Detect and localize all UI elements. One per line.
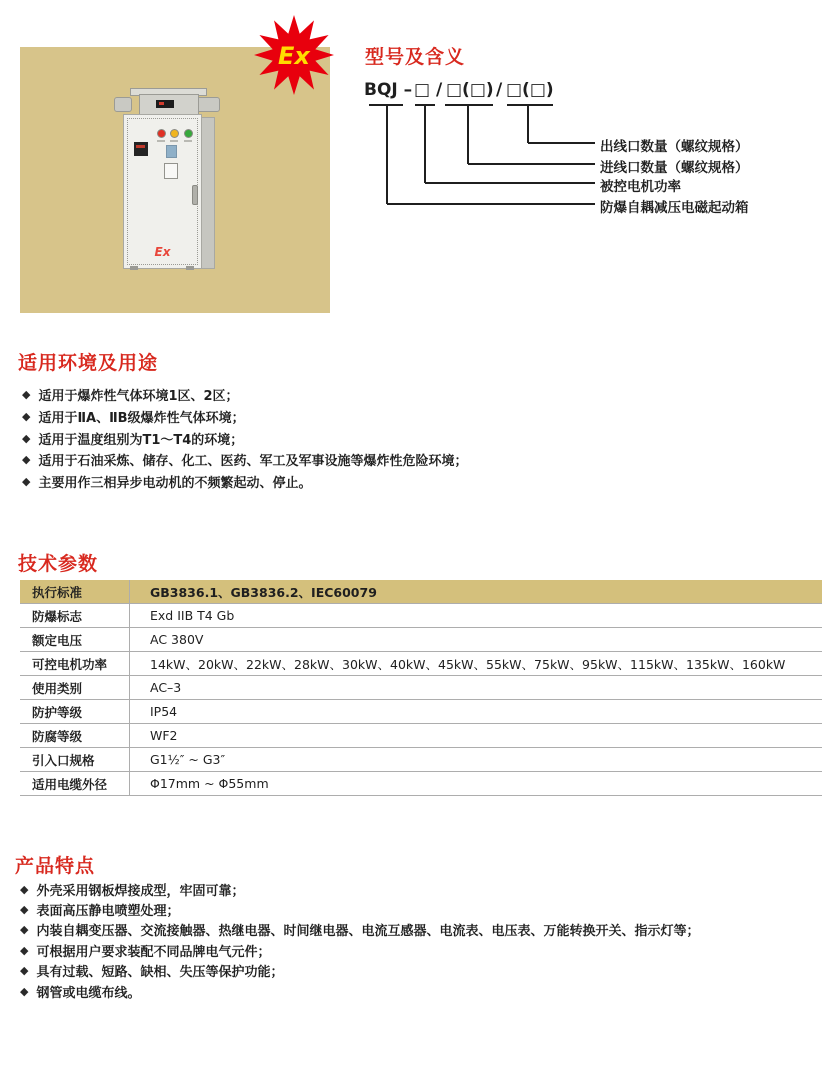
usage-section-title: 适用环境及用途 xyxy=(18,352,159,374)
spec-label: 执行标准 xyxy=(20,580,130,603)
feature-item xyxy=(20,879,699,899)
ex-starburst-badge xyxy=(252,15,338,95)
model-code-slash1: / xyxy=(436,80,443,100)
specs-section-title: 技术参数 xyxy=(18,553,99,575)
feature-item xyxy=(20,981,699,1001)
table-row xyxy=(20,747,822,771)
model-code-prefix: BQJ – xyxy=(364,80,413,100)
panel-meter xyxy=(164,163,178,179)
diamond-bullet-icon: ◆ xyxy=(20,923,29,937)
spec-label: 额定电压 xyxy=(20,628,130,651)
features-list xyxy=(20,879,699,1001)
spec-label: 可控电机功率 xyxy=(20,652,130,675)
callout-motor-power: 被控电机功率 xyxy=(600,179,681,195)
spec-label: 防爆标志 xyxy=(20,604,130,627)
feature-item xyxy=(20,961,699,981)
diamond-bullet-icon: ◆ xyxy=(20,903,29,917)
table-row xyxy=(20,580,822,603)
diamond-bullet-icon: ◆ xyxy=(20,943,29,957)
diamond-bullet-icon: ◆ xyxy=(22,410,31,424)
feature-item-text: 具有过载、短路、缺相、失压等保护功能； xyxy=(36,965,284,981)
indicator-lamp-yellow xyxy=(170,129,179,138)
usage-item xyxy=(22,449,467,471)
table-row xyxy=(20,723,822,747)
door-handle xyxy=(192,185,198,205)
diamond-bullet-icon: ◆ xyxy=(22,475,31,489)
feature-item-text: 内装自耦变压器、交流接触器、热继电器、时间继电器、电流互感器、电流表、电压表、万能转换开关、指示灯等； xyxy=(36,924,700,940)
model-code-slash2: / xyxy=(496,80,503,100)
indicator-lamp-red xyxy=(157,129,166,138)
cabinet-front-door xyxy=(123,114,202,269)
model-callout-lines xyxy=(360,100,610,212)
ex-badge-text: Ex xyxy=(278,42,310,70)
indicator-lamp-green xyxy=(184,129,193,138)
breaker-unit xyxy=(134,142,148,156)
callout-outlet-count: 出线口数量（螺纹规格） xyxy=(600,139,749,155)
feature-item xyxy=(20,899,699,919)
features-section-title: 产品特点 xyxy=(15,855,96,877)
table-row xyxy=(20,699,822,723)
feature-item-text: 可根据用户要求装配不同品牌电气元件； xyxy=(36,944,271,960)
model-code-box1: □ xyxy=(414,80,431,100)
usage-list xyxy=(22,384,467,492)
spec-value: AC 380V xyxy=(150,632,204,647)
diamond-bullet-icon: ◆ xyxy=(22,388,31,402)
diamond-bullet-icon: ◆ xyxy=(20,882,29,896)
usage-item xyxy=(22,406,467,428)
feature-item xyxy=(20,940,699,960)
usage-item-text: 主要用作三相异步电动机的不频繁起动、停止。 xyxy=(38,476,312,492)
table-row xyxy=(20,771,822,795)
spec-value: GB3836.1、GB3836.2、IEC60079 xyxy=(150,584,377,600)
usage-item xyxy=(22,384,467,406)
spec-label: 防护等级 xyxy=(20,700,130,723)
cabinet-side-panel xyxy=(201,117,215,269)
table-row xyxy=(20,627,822,651)
diamond-bullet-icon: ◆ xyxy=(22,431,31,445)
diamond-bullet-icon: ◆ xyxy=(20,964,29,978)
cabinet-ex-marking: Ex xyxy=(154,245,171,259)
model-code-box3: □(□) xyxy=(506,80,554,100)
spec-label: 引入口规格 xyxy=(20,748,130,771)
spec-label: 使用类别 xyxy=(20,676,130,699)
lamp-caption xyxy=(184,140,192,142)
callout-product-name: 防爆自耦减压电磁起动箱 xyxy=(600,200,749,216)
table-row xyxy=(20,675,822,699)
spec-value: 14kW、20kW、22kW、28kW、30kW、40kW、45kW、55kW、75kW、95kW、115kW、135kW、160kW xyxy=(150,656,786,672)
usage-item xyxy=(22,471,467,493)
spec-value: G1½″ ~ G3″ xyxy=(150,752,226,767)
specs-table xyxy=(20,580,822,796)
model-code-box2: □(□) xyxy=(446,80,494,100)
spec-label: 适用电缆外径 xyxy=(20,772,130,795)
cabinet-foot xyxy=(130,266,138,270)
spec-value: WF2 xyxy=(150,728,178,743)
spec-value: Φ17mm ~ Φ55mm xyxy=(150,776,269,791)
callout-inlet-count: 进线口数量（螺纹规格） xyxy=(600,160,749,176)
table-row xyxy=(20,603,822,627)
feature-item xyxy=(20,920,699,940)
table-row xyxy=(20,651,822,675)
cable-gland-right xyxy=(196,97,220,112)
diamond-bullet-icon: ◆ xyxy=(22,453,31,467)
lamp-caption xyxy=(157,140,165,142)
usage-item xyxy=(22,427,467,449)
cable-gland-left xyxy=(114,97,132,112)
cabinet-display xyxy=(156,100,174,108)
spec-value: AC–3 xyxy=(150,680,182,695)
usage-item-text: 适用于爆炸性气体环境1区、2区； xyxy=(38,389,239,405)
feature-item-text: 钢管或电缆布线。 xyxy=(36,985,141,1001)
diamond-bullet-icon: ◆ xyxy=(20,984,29,998)
model-section-title: 型号及含义 xyxy=(365,46,466,68)
cabinet-top-box xyxy=(139,94,199,116)
spec-label: 防腐等级 xyxy=(20,724,130,747)
lamp-caption xyxy=(170,140,178,142)
usage-item-text: 适用于温度组别为T1～T4的环境； xyxy=(38,432,244,448)
spec-value: IP54 xyxy=(150,704,178,719)
usage-item-text: 适用于ⅡA、ⅡB级爆炸性气体环境； xyxy=(38,411,245,427)
feature-item-text: 外壳采用钢板焊接成型，牢固可靠； xyxy=(36,883,245,899)
usage-item-text: 适用于石油采炼、储存、化工、医药、军工及军事设施等爆炸性危险环境； xyxy=(38,454,468,470)
spec-value: Exd IIB T4 Gb xyxy=(150,608,235,623)
feature-item-text: 表面高压静电喷塑处理； xyxy=(36,904,180,920)
cabinet-foot xyxy=(186,266,194,270)
nameplate-label xyxy=(166,145,177,158)
